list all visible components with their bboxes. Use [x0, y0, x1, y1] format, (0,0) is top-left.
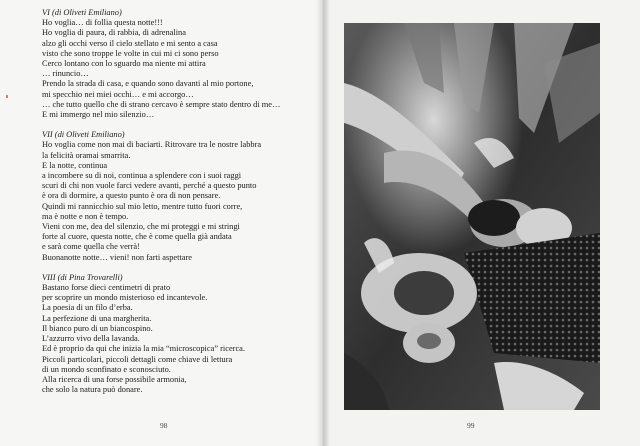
page-number-left: 98 [160, 421, 168, 430]
poem-line: La poesia di un filo d’erba. [42, 303, 133, 313]
poem-line: Piccoli particolari, piccoli dettagli come chiave di lettura [42, 354, 233, 364]
poem-line: è ora di dormire, a questo punto è ora di non pensare. [42, 191, 221, 201]
poem-line: la felicità oramai smarrita. [42, 150, 131, 160]
page-number-right: 99 [467, 421, 475, 430]
poem-line: mi specchio nei miei occhi… e mi accorgo… [42, 89, 194, 99]
poem-line: L’azzurro vivo della lavanda. [42, 334, 140, 344]
poem-line: e sarà come quella che verrà! [42, 242, 140, 252]
poem-line: Ho voglia di paura, di rabbia, di adrenalina [42, 28, 186, 38]
poem-line: Quindi mi rannicchio sul mio letto, mentre tutto fuori corre, [42, 201, 243, 211]
poem-line: ma è notte e non è tempo. [42, 211, 129, 221]
poem-line: Alla ricerca di una forse possibile armonia, [42, 374, 187, 384]
poem-line: E la notte, continua [42, 160, 108, 170]
poem-line: La perfezione di una margherita. [42, 313, 152, 323]
poem-line: forte al cuore, questa notte, che è come quella già andata [42, 232, 232, 242]
poem-line: Bastano forse dieci centimetri di prato [42, 283, 171, 293]
poem-line: Il bianco puro di un biancospino. [42, 323, 153, 333]
book-gutter-shadow [316, 0, 330, 446]
poem-line: Ed è proprio da qui che inizia la mia “microscopica” ricerca. [42, 344, 245, 354]
carnival-photograph [344, 23, 600, 410]
poem-line: Vieni con me, dea del silenzio, che mi proteggi e mi stringi [42, 222, 240, 232]
poem-line: Ho voglia come non mai di baciarti. Ritrovare tra le nostre labbra [42, 140, 262, 150]
poem-line: di un mondo sconfinato e sconosciuto. [42, 364, 171, 374]
poem-line: Prendo la strada di casa, e quando sono davanti al mio portone, [42, 79, 254, 89]
poem-title: VIII (di Pina Trovarelli) [42, 272, 123, 282]
poem-line: che solo la natura può donare. [42, 385, 143, 395]
poem [42, 8, 314, 120]
poem [42, 273, 314, 395]
poem [42, 130, 314, 263]
poem-line: scuri di chi non vuole farci vedere avanti, perché a questo punto [42, 181, 257, 191]
poem-title: VI (di Oliveti Emiliano) [42, 8, 122, 17]
poem-line: Ho voglia… di follia questa notte!!! [42, 18, 163, 28]
poem-line: E mi immergo nel mio silenzio… [42, 110, 155, 120]
poem-line: visto che sono troppe le volte in cui mi ci sono perso [42, 48, 219, 58]
poem-line: alzo gli occhi verso il cielo stellato e mi sento a casa [42, 38, 218, 48]
poem-line: … rinuncio… [42, 69, 89, 79]
poem-line: Cerco lontano con lo sguardo ma niente mi attira [42, 59, 206, 69]
poem-title: VII (di Oliveti Emiliano) [42, 130, 125, 140]
poem-line: Buonanotte notte… vieni! non farti aspettare [42, 252, 193, 262]
poem-text-column [42, 8, 314, 405]
paper-speck [6, 95, 8, 98]
poem-line: a incombere su di noi, continua a splendere con i suoi raggi [42, 171, 242, 181]
poem-line: … che tutto quello che di strano cercavo è sempre stato dentro di me… [42, 99, 281, 109]
poem-line: per scoprire un mondo misterioso ed incantevole. [42, 293, 208, 303]
